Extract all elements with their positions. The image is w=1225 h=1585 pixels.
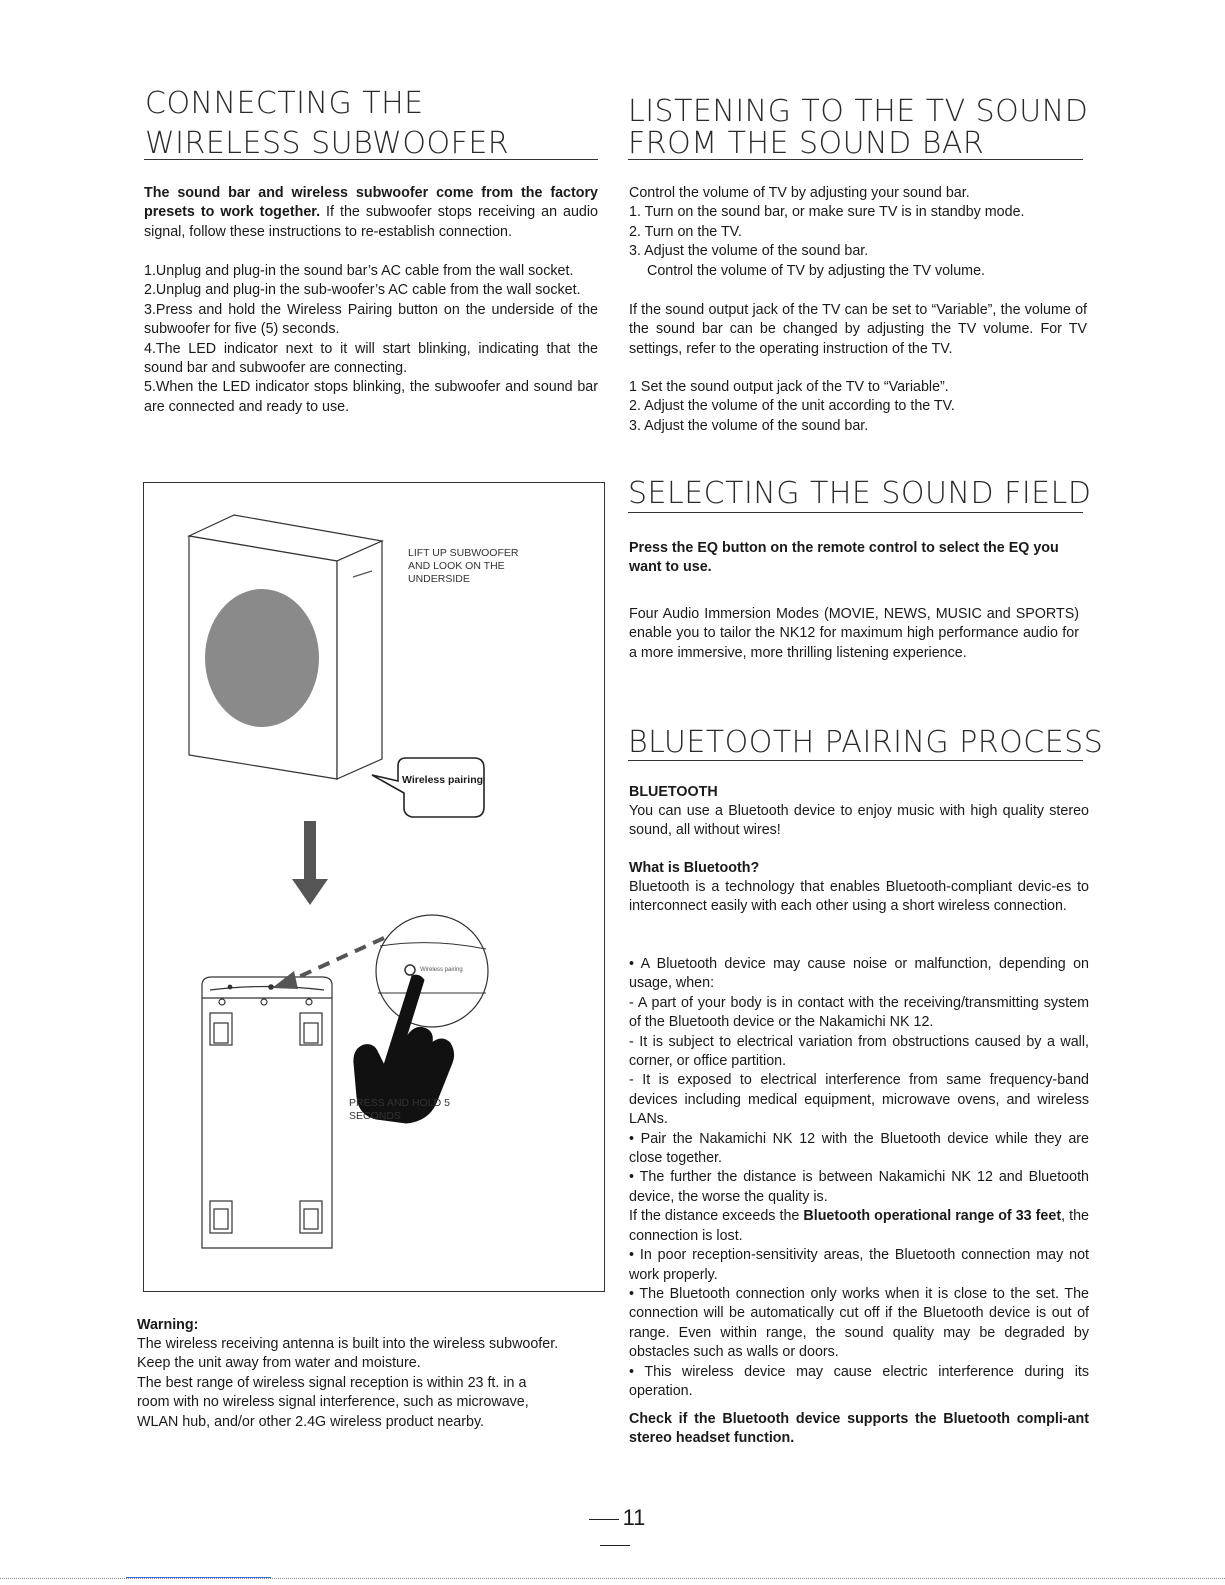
bt-range-bold: Bluetooth operational range of 33 feet xyxy=(803,1208,1062,1225)
tv-variable-steps xyxy=(629,378,1089,436)
connecting-step-3: 3.Press and hold the Wireless Pairing button on the underside of the subwoofer for five (5) seconds. xyxy=(144,301,598,338)
zoom-wireless-pairing-label: Wireless pairing xyxy=(420,967,463,973)
page-number xyxy=(570,1505,660,1557)
press-hold-label-line2: SECONDS xyxy=(349,1110,401,1122)
bt-note-8: • The Bluetooth connection only works when it is close to the set. The connection will be automatically cut off if the Bluetooth device is out of range. Even within range, the sound quality may be degraded by obstacles such as walls or doors. xyxy=(629,1285,1089,1361)
tv-var-step-2: 2. Adjust the volume of the unit according to the TV. xyxy=(629,398,955,415)
warning-line-4: room with no wireless signal interference, such as microwave, xyxy=(137,1394,529,1411)
what-is-bluetooth-heading: What is Bluetooth? xyxy=(629,860,760,876)
bt-range-post: , the connection is lost. xyxy=(629,1208,1089,1244)
bluetooth-intro: You can use a Bluetooth device to enjoy music with high quality stereo sound, all without wires! xyxy=(629,803,1089,839)
warning-line-3: The best range of wireless signal reception is within 23 ft. in a xyxy=(137,1374,527,1391)
connecting-step-4: 4.The LED indicator next to it will start blinking, indicating that the sound bar and subwoofer are connecting. xyxy=(144,340,598,377)
tv-line-2: 1. Turn on the sound bar, or make sure TV is in standby mode. xyxy=(629,204,1025,221)
tv-line-1: Control the volume of TV by adjusting your sound bar. xyxy=(629,185,970,201)
sound-field-title-rule xyxy=(628,512,1083,513)
tv-sound-title-rule xyxy=(628,159,1083,160)
tv-var-step-3: 3. Adjust the volume of the sound bar. xyxy=(629,417,869,434)
sound-field-title: SELECTING THE SOUND FIELD xyxy=(628,476,1092,511)
tv-sound-title-line1: LISTENING TO THE TV SOUND xyxy=(628,94,1089,129)
tv-line-5: Control the volume of TV by adjusting the TV volume. xyxy=(647,262,986,279)
tv-var-step-1: 1 Set the sound output jack of the TV to “Variable”. xyxy=(629,379,949,395)
warning-line-2: Keep the unit away from water and moisture. xyxy=(137,1355,421,1372)
connecting-intro-rest: If the subwoofer stops receiving an audio signal, follow these instructions to re-establish connection. xyxy=(144,204,599,240)
sound-field-instruction: Press the EQ button on the remote control to select the EQ you want to use. xyxy=(629,540,1059,576)
wireless-pairing-callout-drawing xyxy=(372,758,484,817)
warning-title: Warning: xyxy=(137,1317,199,1333)
lift-up-label-line1: LIFT UP SUBWOOFER xyxy=(408,547,519,559)
connecting-title-rule xyxy=(144,159,598,160)
tv-line-3: 2. Turn on the TV. xyxy=(629,223,742,240)
bt-note-3: - It is subject to electrical variation from obstructions caused by a wall, corner, or office partition. xyxy=(629,1033,1089,1070)
connecting-title-line2: WIRELESS SUBWOOFER xyxy=(145,126,510,161)
press-hold-label xyxy=(349,1097,450,1123)
connecting-intro xyxy=(144,184,598,242)
bluetooth-title: BLUETOOTH PAIRING PROCESS xyxy=(628,725,1104,760)
bt-note-2: - A part of your body is in contact with the receiving/transmitting system of the Bluetooth device or the Nakamichi NK 12. xyxy=(629,994,1089,1031)
bluetooth-check: Check if the Bluetooth device supports the Bluetooth compli-ant stereo headset function. xyxy=(629,1411,1089,1447)
bt-note-4: - It is exposed to electrical interference from same frequency-band devices including medical equipment, microwave ovens, and wireless LANs. xyxy=(629,1072,1089,1128)
warning-body xyxy=(137,1335,607,1432)
tv-sound-steps xyxy=(629,184,1089,281)
tv-sound-title-line2: FROM THE SOUND BAR xyxy=(628,126,985,161)
wireless-pairing-callout-text: Wireless pairing xyxy=(402,774,484,786)
bt-note-9: • This wireless device may cause electric interference during its operation. xyxy=(629,1363,1089,1399)
subwoofer-figure xyxy=(143,482,605,1292)
bluetooth-heading: BLUETOOTH xyxy=(629,784,718,800)
page-number-dash-left xyxy=(589,1519,619,1520)
tv-variable-paragraph: If the sound output jack of the TV can be set to “Variable”, the volume of the sound bar can be changed by adjusting the TV volume. For TV settings, refer to the operating instruction of the TV. xyxy=(629,302,1087,357)
lift-up-label xyxy=(408,547,518,586)
warning-line-1: The wireless receiving antenna is built into the wireless subwoofer. xyxy=(137,1336,559,1352)
connecting-step-1: 1.Unplug and plug-in the sound bar’s AC cable from the wall socket. xyxy=(144,263,574,279)
bt-note-7: • In poor reception-sensitivity areas, the Bluetooth connection may not work properly. xyxy=(629,1247,1089,1283)
bt-note-6: • The further the distance is between Nakamichi NK 12 and Bluetooth device, the worse the quality is. xyxy=(629,1169,1089,1205)
warning-line-5: WLAN hub, and/or other 2.4G wireless product nearby. xyxy=(137,1413,485,1430)
connecting-step-2: 2.Unplug and plug-in the sub-woofer’s AC cable from the wall socket. xyxy=(144,282,581,299)
lift-up-label-line3: UNDERSIDE xyxy=(408,573,470,585)
subwoofer-underside-drawing xyxy=(202,977,332,1248)
connecting-intro-bold: The sound bar and wireless subwoofer come from the factory presets to work together. xyxy=(144,185,598,221)
bt-range-pre: If the distance exceeds the xyxy=(629,1208,804,1225)
lift-up-label-line2: AND LOOK ON THE xyxy=(408,560,505,572)
bt-note-5: • Pair the Nakamichi NK 12 with the Bluetooth device while they are close together. xyxy=(629,1130,1089,1167)
bt-note-1: • A Bluetooth device may cause noise or malfunction, depending on usage, when: xyxy=(629,956,1089,992)
down-arrow-drawing xyxy=(292,821,328,905)
connecting-step-5: 5.When the LED indicator stops blinking, the subwoofer and sound bar are connected and ready to use. xyxy=(144,379,598,415)
page-number-dash-right xyxy=(600,1545,630,1546)
woofer-cone-drawing xyxy=(205,589,319,727)
bluetooth-notes xyxy=(629,955,1089,1401)
page-bottom-rule xyxy=(0,1578,1225,1579)
bluetooth-title-rule xyxy=(628,760,1083,761)
connecting-steps xyxy=(144,262,598,417)
what-is-bluetooth-body: Bluetooth is a technology that enables Bluetooth-compliant devic-es to interconnect easily with each other using a short wireless connection. xyxy=(629,879,1089,915)
page-number-value: 11 xyxy=(622,1505,646,1530)
tv-line-4: 3. Adjust the volume of the sound bar. xyxy=(629,243,869,260)
connecting-title-line1: CONNECTING THE xyxy=(145,86,424,121)
page-bottom-link-underline xyxy=(126,1577,271,1578)
subwoofer-illustration xyxy=(144,483,604,1291)
press-hold-label-line1: PRESS AND HOLD 5 xyxy=(349,1097,450,1109)
sound-field-body: Four Audio Immersion Modes (MOVIE, NEWS, MUSIC and SPORTS) enable you to tailor the NK12 for maximum high performance audio for a more immersive, more thrilling listening experience. xyxy=(629,606,1079,661)
bt-range-note xyxy=(629,1207,1089,1246)
